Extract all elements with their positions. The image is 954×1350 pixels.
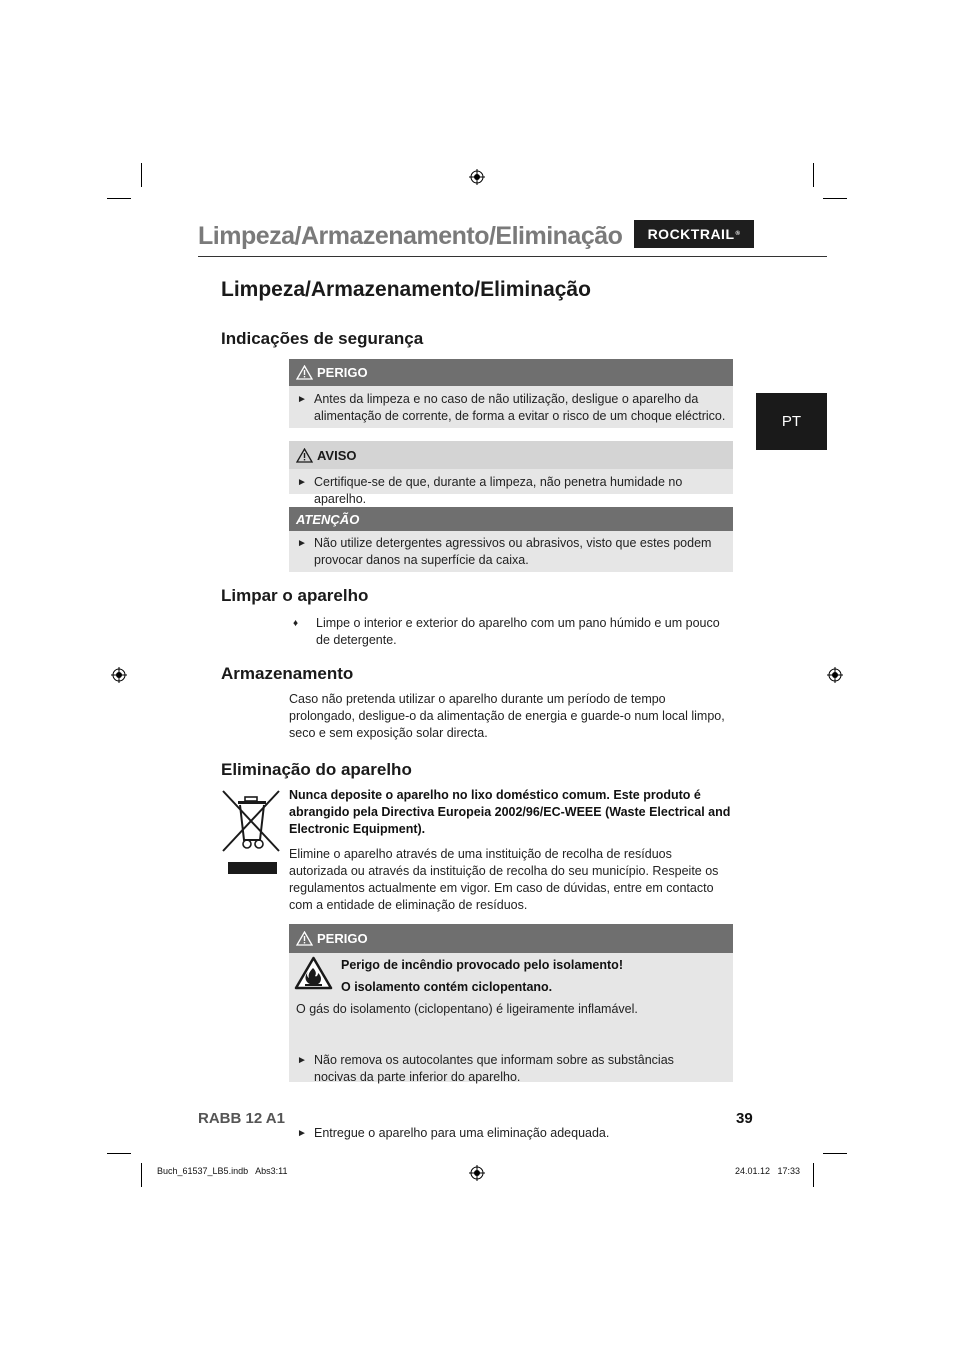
crop-mark <box>823 198 847 199</box>
warning-triangle-icon <box>296 365 313 380</box>
bullet-arrow-icon: ► <box>297 1055 307 1066</box>
fire-danger-line2: O isolamento contém ciclopentano. <box>341 980 553 994</box>
section-heading-storage: Armazenamento <box>221 664 354 683</box>
bullet-arrow-icon: ► <box>297 477 307 488</box>
crop-mark <box>813 163 814 187</box>
fire-danger-note: O gás do isolamento (ciclopentano) é ligeiramente inflamável. <box>296 1002 638 1016</box>
crop-mark <box>141 163 142 187</box>
list-item <box>289 1125 733 1142</box>
list-item-text: Limpe o interior e exterior do aparelho com um pano húmido e um pouco de detergente. <box>316 616 720 647</box>
registration-mark-icon <box>827 667 843 683</box>
slug-date: 24.01.12 17:33 <box>735 1166 801 1176</box>
section-heading-cleaning: Limpar o aparelho <box>221 586 369 605</box>
list-item <box>289 1052 733 1086</box>
list-item-text: Antes da limpeza e no caso de não utilização, desligue o aparelho da alimentação de corrente, de forma a evitar o risco de um choque eléctrico. <box>314 392 726 423</box>
registration-mark-icon <box>111 667 127 683</box>
section-heading-disposal: Eliminação do aparelho <box>221 760 412 779</box>
disposal-text: Elimine o aparelho através de uma instituição de recolha de resíduos autorizada ou através da instituição de recolha do seu município. Respeite os regulamentos actualmente em vigor. Em caso de dúvidas, entre em contacto com a entidade de eliminação de resíduos. <box>289 847 719 912</box>
registration-mark-icon <box>469 169 485 185</box>
section-heading-safety: Indicações de segurança <box>221 329 424 348</box>
list-item <box>289 615 733 649</box>
crop-mark <box>107 1153 131 1154</box>
bullet-arrow-icon: ► <box>297 394 307 405</box>
warning-triangle-icon <box>296 448 313 463</box>
header-divider <box>198 256 827 257</box>
weee-bar <box>228 862 277 874</box>
flammable-icon <box>294 956 333 990</box>
registration-mark-icon <box>469 1165 485 1181</box>
brand-logo <box>634 220 754 248</box>
header-title: Limpeza/Armazenamento/Eliminação <box>198 222 623 250</box>
list-item-text: Não remova os autocolantes que informam sobre as substâncias nocivas da parte inferior do aparelho. <box>314 1053 674 1084</box>
crop-mark <box>813 1163 814 1187</box>
slug-file: Buch_61537_LB5.indb Abs3:11 <box>157 1166 288 1176</box>
crop-mark <box>141 1163 142 1187</box>
danger-label: PERIGO <box>317 931 368 946</box>
danger-box <box>289 359 733 428</box>
page-number: 39 <box>736 1110 753 1127</box>
bullet-arrow-icon: ► <box>297 1128 307 1139</box>
warning-box <box>289 441 733 506</box>
bullet-diamond-icon: ♦ <box>293 618 299 629</box>
storage-text: Caso não pretenda utilizar o aparelho durante um período de tempo prolongado, desligue-o da alimentação de energia e guarde-o num local limpo, seco e sem exposição solar directa. <box>289 692 725 740</box>
footer-model: RABB 12 A1 <box>198 1110 285 1127</box>
warning-label: AVISO <box>317 447 357 463</box>
fire-danger-box <box>289 924 733 1140</box>
danger-box-header <box>289 924 733 953</box>
warning-triangle-icon <box>296 931 313 946</box>
danger-box-header <box>289 359 733 386</box>
warning-box-header <box>289 441 733 469</box>
crop-mark <box>823 1153 847 1154</box>
language-tab: PT <box>756 393 827 450</box>
disposal-bold-text: Nunca deposite o aparelho no lixo doméstico comum. Este produto é abrangido pela Directiva Europeia 2002/96/EC-WEEE (Waste Electrical and Electronic Equipment). <box>289 788 731 836</box>
list-item <box>289 474 733 508</box>
list-item-text: Entregue o aparelho para uma eliminação adequada. <box>314 1126 610 1140</box>
fire-danger-line1: Perigo de incêndio provocado pelo isolamento! <box>341 958 623 972</box>
crop-mark <box>107 198 131 199</box>
bullet-arrow-icon: ► <box>297 538 307 549</box>
brand-name: ROCKTRAIL <box>647 226 735 242</box>
page-title: Limpeza/Armazenamento/Eliminação <box>221 278 591 301</box>
list-item-text: Certifique-se de que, durante a limpeza, não penetra humidade no aparelho. <box>314 475 683 506</box>
brand-registered-mark: ® <box>735 231 741 237</box>
danger-label: PERIGO <box>317 365 368 380</box>
list-item <box>289 535 733 569</box>
list-item-text: Não utilize detergentes agressivos ou abrasivos, visto que estes podem provocar danos na superfície da caixa. <box>314 536 712 567</box>
attention-box-header: ATENÇÃO <box>289 507 733 531</box>
attention-box <box>289 507 733 572</box>
crossed-out-bin-icon <box>221 788 283 854</box>
list-item <box>289 391 733 425</box>
